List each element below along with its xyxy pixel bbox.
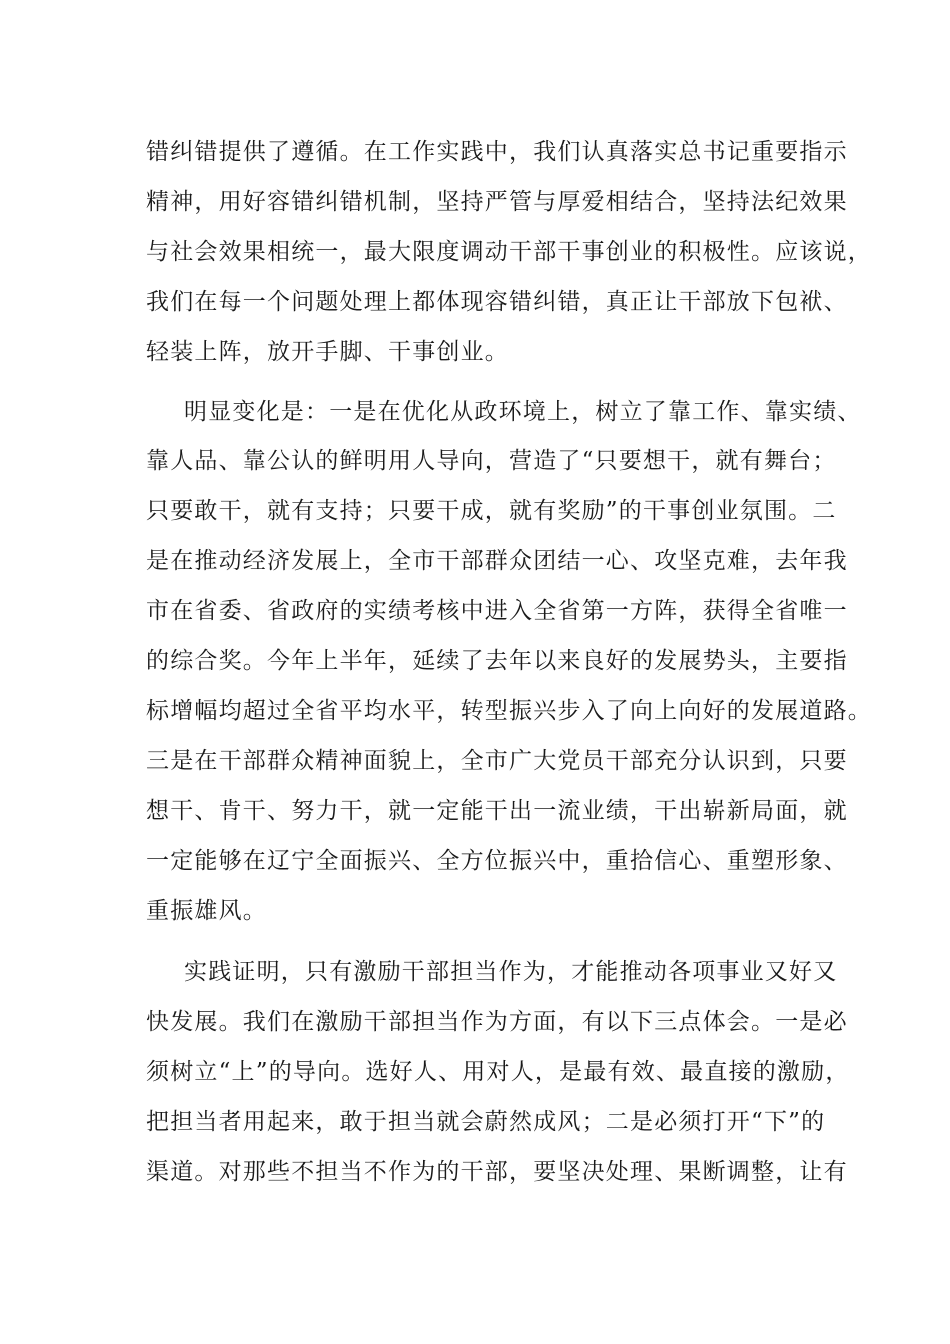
paragraph-1-line-1: 错纠错提供了遵循。在工作实践中，我们认真落实总书记重要指示	[146, 139, 848, 165]
paragraph-1-line-3: 与社会效果相统一，最大限度调动干部干事创业的积极性。应该说，	[146, 239, 872, 265]
paragraph-1-line-4: 我们在每一个问题处理上都体现容错纠错，真正让干部放下包袱、	[146, 289, 848, 315]
paragraph-3-line-3: 须树立“上”的导向。选好人、用对人，是最有效、最直接的激励，	[146, 1059, 850, 1085]
paragraph-2-line-6: 的综合奖。今年上半年，延续了去年以来良好的发展势头，主要指	[146, 648, 848, 674]
paragraph-2-line-9: 想干、肯干、努力干，就一定能干出一流业绩，干出崭新局面，就	[146, 798, 848, 824]
paragraph-2-line-11: 重振雄风。	[146, 898, 267, 924]
paragraph-1-line-5: 轻装上阵，放开手脚、干事创业。	[146, 339, 509, 365]
paragraph-1-line-2: 精神，用好容错纠错机制，坚持严管与厚爱相结合，坚持法纪效果	[146, 189, 848, 215]
paragraph-3-line-1: 实践证明，只有激励干部担当作为，才能推动各项事业又好又	[184, 959, 838, 985]
paragraph-3-line-4: 把担当者用起来，敢于担当就会蔚然成风；二是必须打开“下”的	[146, 1109, 826, 1135]
paragraph-3-line-5: 渠道。对那些不担当不作为的干部，要坚决处理、果断调整，让有	[146, 1159, 848, 1185]
paragraph-2-line-7: 标增幅均超过全省平均水平，转型振兴步入了向上向好的发展道路。	[146, 698, 872, 724]
paragraph-2-line-8: 三是在干部群众精神面貌上，全市广大党员干部充分认识到，只要	[146, 748, 848, 774]
paragraph-2-line-4: 是在推动经济发展上，全市干部群众团结一心、攻坚克难，去年我	[146, 548, 848, 574]
paragraph-3-line-2: 快发展。我们在激励干部担当作为方面，有以下三点体会。一是必	[146, 1009, 848, 1035]
paragraph-2-line-5: 市在省委、省政府的实绩考核中进入全省第一方阵，获得全省唯一	[146, 598, 848, 624]
paragraph-2-line-1: 明显变化是：一是在优化从政环境上，树立了靠工作、靠实绩、	[184, 399, 862, 425]
paragraph-2-line-2: 靠人品、靠公认的鲜明用人导向，营造了“只要想干，就有舞台；	[146, 448, 837, 474]
paragraph-2-line-3: 只要敢干，就有支持；只要干成，就有奖励”的干事创业氛围。二	[146, 498, 837, 524]
paragraph-2-line-10: 一定能够在辽宁全面振兴、全方位振兴中，重拾信心、重塑形象、	[146, 848, 848, 874]
